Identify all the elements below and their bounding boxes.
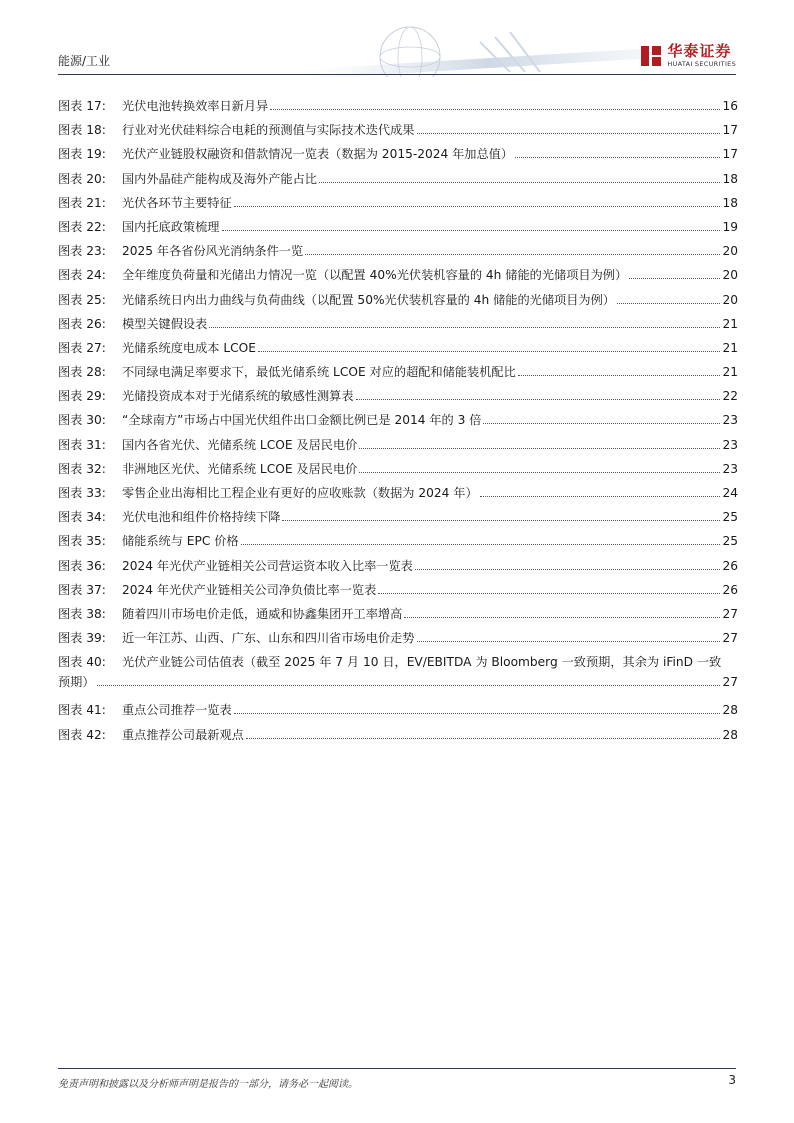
dot-leader — [234, 703, 721, 714]
toc-entry[interactable] — [58, 144, 738, 168]
toc-entry[interactable] — [58, 290, 738, 314]
dot-leader — [483, 413, 720, 424]
page-reference: 20 — [722, 268, 738, 283]
logo-chinese-name: 华泰证券 — [667, 42, 732, 61]
figure-number: 图表 38: — [58, 606, 106, 621]
figure-title: 2024 年光伏产业链相关公司营运资本收入比率一览表 — [122, 558, 413, 573]
page-reference: 25 — [722, 510, 738, 525]
figure-number: 图表 19: — [58, 147, 106, 162]
dot-leader — [629, 268, 720, 279]
page-reference: 24 — [722, 486, 738, 500]
dot-leader — [241, 534, 721, 545]
figure-number: 图表 32: — [58, 461, 106, 476]
dot-leader — [356, 389, 721, 400]
table-of-figures — [58, 96, 738, 749]
dot-leader — [415, 559, 721, 570]
page-reference: 18 — [722, 195, 738, 210]
brand-logo — [640, 44, 736, 68]
huatai-logo-icon — [640, 44, 662, 68]
figure-number: 图表 28: — [58, 365, 106, 380]
page-number: 3 — [728, 1073, 736, 1087]
toc-entry[interactable] — [58, 435, 738, 459]
toc-entry[interactable] — [58, 169, 738, 193]
page-reference: 21 — [722, 340, 738, 355]
dot-leader — [282, 510, 720, 521]
figure-number: 图表 26: — [58, 316, 106, 331]
toc-entry[interactable] — [58, 531, 738, 555]
page-reference: 28 — [722, 727, 738, 742]
figure-number: 图表 23: — [58, 244, 106, 259]
figure-title: 国内外晶硅产能构成及海外产能占比 — [122, 171, 317, 186]
figure-title: 不同绿电满足率要求下，最低光储系统 LCOE 对应的超配和储能装机配比 — [122, 365, 516, 380]
page-reference: 21 — [722, 316, 738, 331]
figure-number: 图表 24: — [58, 268, 106, 283]
figure-title: “全球南方”市场占中国光伏组件出口金额比例已是 2014 年的 3 倍 — [122, 413, 482, 428]
figure-number: 图表 41: — [58, 703, 106, 718]
page-reference: 17 — [722, 123, 738, 138]
page-reference: 16 — [722, 99, 738, 113]
toc-entry[interactable] — [58, 217, 738, 241]
figure-title: 随着四川市场电价走低，通威和协鑫集团开工率增高 — [122, 606, 403, 621]
page-reference: 22 — [722, 389, 738, 404]
toc-entry[interactable] — [58, 604, 738, 628]
figure-number: 图表 42: — [58, 727, 106, 742]
dot-leader — [209, 317, 720, 328]
logo-english-name: HUATAI SECURITIES — [667, 60, 736, 69]
figure-title: 重点公司推荐一览表 — [122, 703, 232, 718]
dot-leader — [246, 728, 721, 739]
dot-leader — [404, 607, 720, 618]
page-reference: 20 — [722, 244, 738, 259]
figure-number: 图表 29: — [58, 389, 106, 404]
page-reference: 26 — [722, 582, 738, 597]
toc-entry[interactable] — [58, 700, 738, 724]
figure-number: 图表 21: — [58, 195, 106, 210]
figure-title: 储能系统与 EPC 价格 — [122, 534, 239, 549]
figure-number: 图表 36: — [58, 558, 106, 573]
figure-title: 模型关键假设表 — [122, 316, 208, 331]
figure-number: 图表 39: — [58, 631, 106, 646]
figure-number: 图表 18: — [58, 123, 106, 138]
page-reference: 23 — [722, 437, 738, 452]
dot-leader — [515, 147, 720, 158]
toc-entry[interactable] — [58, 556, 738, 580]
toc-entry[interactable] — [58, 652, 738, 700]
toc-entry[interactable] — [58, 483, 738, 507]
section-label: 能源/工业 — [58, 54, 111, 68]
figure-title: 光储系统度电成本 LCOE — [122, 340, 256, 355]
figure-title: 全年维度负荷量和光储出力情况一览（以配置 40%光伏装机容量的 4h 储能的光储项目为例） — [122, 268, 628, 283]
dot-leader — [97, 675, 721, 686]
figure-title: 光储投资成本对于光储系统的敏感性测算表 — [122, 389, 354, 404]
page-reference: 20 — [722, 292, 738, 307]
figure-number: 图表 37: — [58, 582, 106, 597]
figure-title: 2025 年各省份风光消纳条件一览 — [122, 244, 304, 259]
toc-entry[interactable] — [58, 265, 738, 289]
header-rule — [58, 74, 736, 75]
toc-entry[interactable] — [58, 96, 738, 120]
figure-title: 光储系统日内出力曲线与负荷曲线（以配置 50%光伏装机容量的 4h 储能的光储项目为例） — [122, 292, 615, 307]
toc-entry[interactable] — [58, 314, 738, 338]
globe-watermark-icon — [310, 22, 670, 77]
page-reference: 28 — [722, 703, 738, 718]
toc-entry[interactable] — [58, 459, 738, 483]
page-reference: 21 — [722, 365, 738, 380]
dot-leader — [359, 438, 720, 449]
figure-number: 图表 33: — [58, 486, 106, 500]
figure-number: 图表 17: — [58, 99, 106, 113]
figure-number: 图表 27: — [58, 340, 106, 355]
figure-number: 图表 20: — [58, 171, 106, 186]
dot-leader — [222, 220, 721, 231]
figure-title-continued: 预期） — [58, 675, 95, 690]
dot-leader — [305, 244, 720, 255]
toc-entry[interactable] — [58, 338, 738, 362]
figure-title: 光伏各环节主要特征 — [122, 195, 232, 210]
figure-title: 行业对光伏硅料综合电耗的预测值与实际技术迭代成果 — [122, 123, 415, 138]
page-reference: 18 — [722, 171, 738, 186]
toc-entry[interactable] — [58, 507, 738, 531]
toc-entry[interactable] — [58, 628, 738, 652]
toc-entry[interactable] — [58, 362, 738, 386]
dot-leader — [417, 631, 721, 642]
figure-title: 光伏产业链公司估值表（截至 2025 年 7 月 10 日，EV/EBITDA 为 Bloomberg 一致预期，其余为 iFinD 一致 — [122, 655, 722, 670]
figure-number: 图表 30: — [58, 413, 106, 428]
figure-title: 近一年江苏、山西、广东、山东和四川省市场电价走势 — [122, 631, 415, 646]
page-reference: 27 — [722, 675, 738, 690]
dot-leader — [417, 123, 721, 134]
figure-title: 国内各省光伏、光储系统 LCOE 及居民电价 — [122, 437, 358, 452]
figure-number: 图表 35: — [58, 534, 106, 549]
page-reference: 26 — [722, 558, 738, 573]
figure-number: 图表 22: — [58, 219, 106, 234]
toc-entry[interactable] — [58, 386, 738, 410]
disclaimer-note: 免责声明和披露以及分析师声明是报告的一部分，请务必一起阅读。 — [58, 1079, 358, 1090]
page-reference: 23 — [722, 461, 738, 476]
dot-leader — [378, 583, 720, 594]
toc-entry[interactable] — [58, 241, 738, 265]
figure-title: 国内托底政策梳理 — [122, 219, 220, 234]
dot-leader — [258, 341, 721, 352]
toc-entry[interactable] — [58, 580, 738, 604]
toc-entry[interactable] — [58, 725, 738, 749]
dot-leader — [617, 293, 721, 304]
toc-entry[interactable] — [58, 193, 738, 217]
figure-title: 2024 年光伏产业链相关公司净负债比率一览表 — [122, 582, 377, 597]
dot-leader — [270, 99, 720, 110]
dot-leader — [480, 486, 721, 497]
figure-number: 图表 34: — [58, 510, 106, 525]
figure-title: 非洲地区光伏、光储系统 LCOE 及居民电价 — [122, 461, 358, 476]
figure-title: 零售企业出海相比工程企业有更好的应收账款（数据为 2024 年） — [122, 486, 478, 500]
page-reference: 27 — [722, 606, 738, 621]
figure-title: 重点推荐公司最新观点 — [122, 727, 244, 742]
figure-title: 光伏产业链股权融资和借款情况一览表（数据为 2015-2024 年加总值） — [122, 147, 514, 162]
figure-number: 图表 25: — [58, 292, 106, 307]
dot-leader — [359, 462, 720, 473]
page-reference: 27 — [722, 631, 738, 646]
footer-rule — [58, 1068, 736, 1069]
page-reference: 25 — [722, 534, 738, 549]
toc-entry[interactable] — [58, 120, 738, 144]
figure-number: 图表 40: — [58, 655, 106, 670]
figure-number: 图表 31: — [58, 437, 106, 452]
figure-title: 光伏电池转换效率日新月异 — [122, 99, 269, 113]
page-reference: 17 — [722, 147, 738, 162]
figure-title: 光伏电池和组件价格持续下降 — [122, 510, 281, 525]
page-reference: 23 — [722, 413, 738, 428]
dot-leader — [319, 172, 720, 183]
toc-entry[interactable] — [58, 410, 738, 434]
dot-leader — [518, 365, 721, 376]
page-reference: 19 — [722, 219, 738, 234]
dot-leader — [234, 196, 721, 207]
